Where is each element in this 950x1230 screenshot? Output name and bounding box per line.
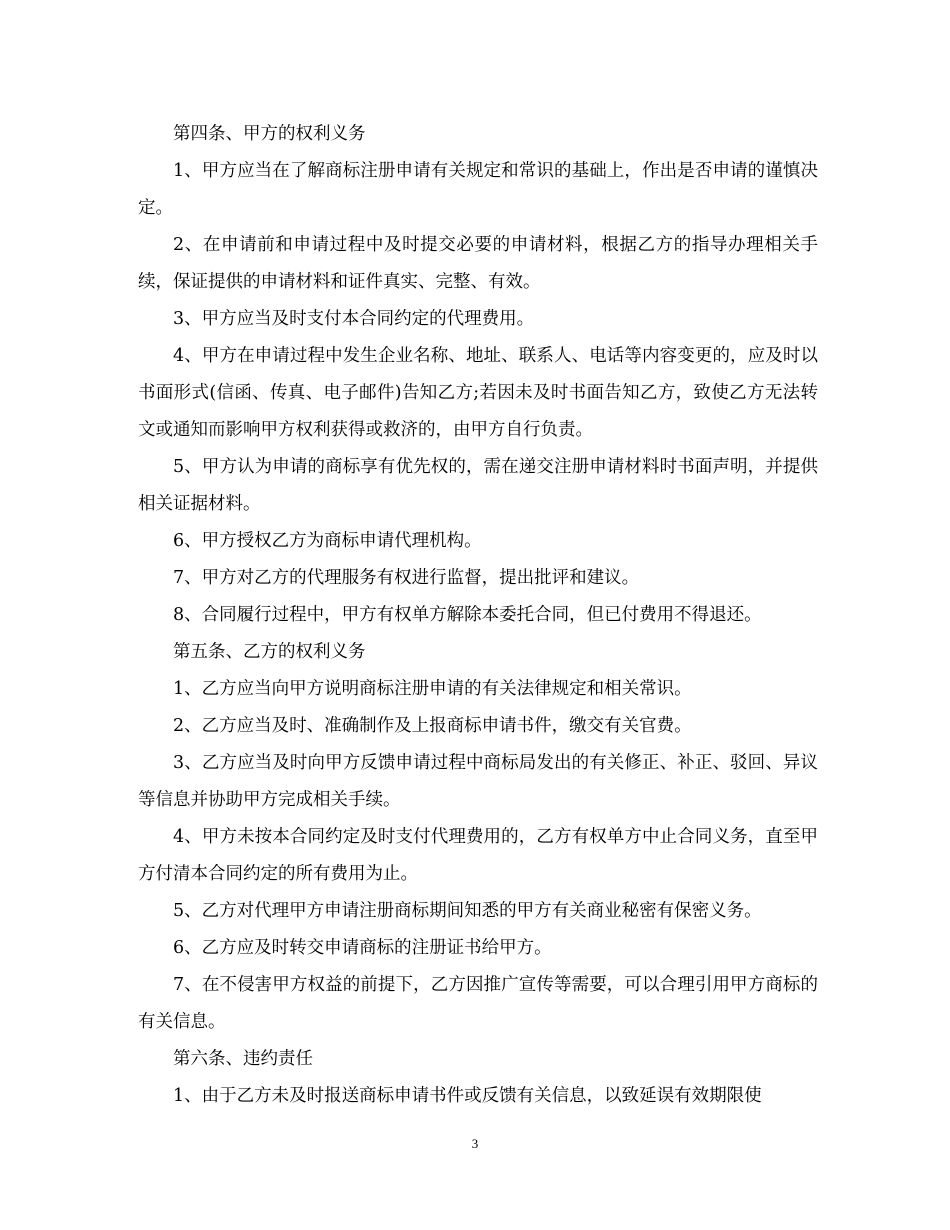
paragraph: 6、乙方应及时转交申请商标的注册证书给甲方。 [173,938,552,958]
paragraph: 7、在不侵害甲方权益的前提下，乙方因推广宣传等需要，可以合理引用甲方商标的有关信息。 [138,975,818,1032]
paragraph: 2、在申请前和申请过程中及时提交必要的申请材料，根据乙方的指导办理相关手续，保证提供的申请材料和证件真实、完整、有效。 [138,235,818,292]
paragraph: 4、甲方未按本合同约定及时支付代理费用的，乙方有权单方中止合同义务，直至甲方付清本合同约定的所有费用为止。 [138,827,818,884]
paragraph: 4、甲方在申请过程中发生企业名称、地址、联系人、电话等内容变更的，应及时以书面形式(信函、传真、电子邮件)告知乙方;若因未及时书面告知乙方，致使乙方无法转文或通知而影响甲方权利获得或救济的，由甲方自行负责。 [138,346,818,440]
page-number: 3 [471,1136,479,1151]
paragraph: 6、甲方授权乙方为商标申请代理机构。 [173,531,482,551]
article-heading: 第四条、甲方的权利义务 [173,124,366,144]
document-body [138,116,818,1115]
article-heading: 第五条、乙方的权利义务 [173,642,366,662]
article-heading: 第六条、违约责任 [173,1049,313,1069]
paragraph: 3、乙方应当及时向甲方反馈申请过程中商标局发出的有关修正、补正、驳回、异议等信息并协助甲方完成相关手续。 [138,753,818,810]
paragraph: 2、乙方应当及时、准确制作及上报商标申请书件，缴交有关官费。 [173,716,692,736]
paragraph: 3、甲方应当及时支付本合同约定的代理费用。 [173,309,535,329]
paragraph: 8、合同履行过程中，甲方有权单方解除本委托合同，但已付费用不得退还。 [173,605,762,625]
paragraph: 5、甲方认为申请的商标享有优先权的，需在递交注册申请材料时书面声明，并提供相关证据材料。 [138,457,818,514]
paragraph: 1、乙方应当向甲方说明商标注册申请的有关法律规定和相关常识。 [173,679,692,699]
paragraph: 7、甲方对乙方的代理服务有权进行监督，提出批评和建议。 [173,568,640,588]
paragraph: 1、甲方应当在了解商标注册申请有关规定和常识的基础上，作出是否申请的谨慎决定。 [138,161,818,218]
paragraph: 1、由于乙方未及时报送商标申请书件或反馈有关信息，以致延误有效期限使 [173,1086,762,1106]
paragraph: 5、乙方对代理甲方申请注册商标期间知悉的甲方有关商业秘密有保密义务。 [173,901,762,921]
